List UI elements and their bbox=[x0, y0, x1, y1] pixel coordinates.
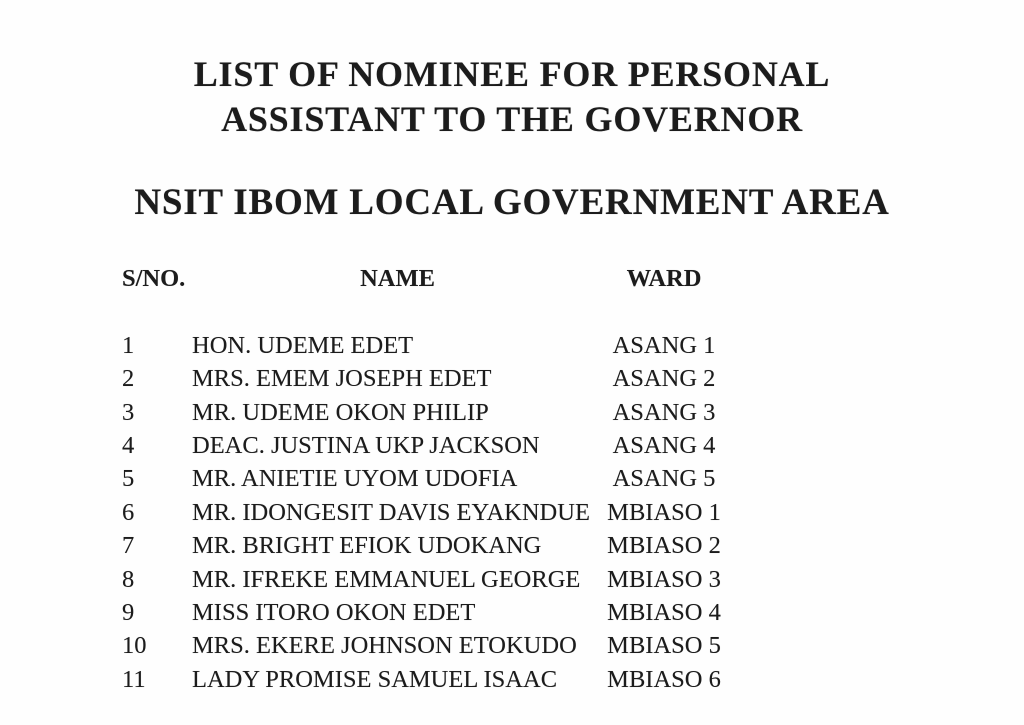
row-sno: 11 bbox=[122, 665, 146, 693]
row-sno: 1 bbox=[122, 331, 135, 359]
row-sno: 2 bbox=[122, 365, 135, 393]
row-ward: MBIASO 6 bbox=[607, 665, 721, 693]
row-ward: MBIASO 5 bbox=[607, 632, 721, 660]
row-ward bbox=[603, 295, 725, 328]
table-row bbox=[122, 429, 725, 462]
table-row bbox=[122, 462, 725, 495]
table-row bbox=[122, 663, 725, 696]
row-name: HON. UDEME EDET bbox=[192, 331, 414, 359]
row-name: MR. UDEME OKON PHILIP bbox=[192, 398, 489, 426]
row-ward: MBIASO 1 bbox=[607, 498, 721, 526]
row-sno: 7 bbox=[122, 532, 135, 560]
row-name: MR. IFREKE EMMANUEL GEORGE bbox=[192, 565, 581, 593]
row-name: MRS. EKERE JOHNSON ETOKUDO bbox=[192, 632, 577, 660]
row-sno bbox=[122, 295, 192, 328]
row-ward: MBIASO 2 bbox=[607, 532, 721, 560]
row-ward: ASANG 2 bbox=[612, 365, 716, 393]
row-name: LADY PROMISE SAMUEL ISAAC bbox=[192, 665, 558, 693]
document-title-line2: ASSISTANT TO THE GOVERNOR bbox=[221, 99, 803, 139]
header-ward: WARD bbox=[626, 265, 702, 292]
row-sno: 6 bbox=[122, 498, 135, 526]
table-header-row bbox=[122, 262, 725, 295]
row-sno: 9 bbox=[122, 598, 135, 626]
table-row bbox=[122, 295, 725, 328]
document-title bbox=[0, 52, 1024, 142]
row-sno: 4 bbox=[122, 431, 135, 459]
row-name: MR. ANIETIE UYOM UDOFIA bbox=[192, 465, 518, 493]
row-ward: ASANG 5 bbox=[612, 465, 716, 493]
row-ward: ASANG 3 bbox=[612, 398, 716, 426]
row-name: MISS ITORO OKON EDET bbox=[192, 598, 476, 626]
row-name: MR. BRIGHT EFIOK UDOKANG bbox=[192, 532, 542, 560]
row-ward: ASANG 1 bbox=[612, 331, 716, 359]
document-subtitle: NSIT IBOM LOCAL GOVERNMENT AREA bbox=[134, 182, 890, 223]
row-name: MRS. EMEM JOSEPH EDET bbox=[192, 365, 492, 393]
table-row bbox=[122, 563, 725, 596]
table-row bbox=[122, 496, 725, 529]
row-name: DEAC. JUSTINA UKP JACKSON bbox=[192, 431, 540, 459]
row-ward: MBIASO 3 bbox=[607, 565, 721, 593]
row-ward: MBIASO 4 bbox=[607, 598, 721, 626]
row-name: MR. IDONGESIT DAVIS EYAKNDUE bbox=[192, 498, 590, 526]
table-row bbox=[122, 629, 725, 662]
row-sno: 3 bbox=[122, 398, 135, 426]
nominee-table bbox=[122, 262, 725, 696]
table-row bbox=[122, 529, 725, 562]
document-title-line1: LIST OF NOMINEE FOR PERSONAL bbox=[193, 54, 831, 94]
table-row bbox=[122, 596, 725, 629]
table-row bbox=[122, 329, 725, 362]
table-row bbox=[122, 362, 725, 395]
row-ward: ASANG 4 bbox=[612, 431, 716, 459]
row-name bbox=[192, 295, 603, 328]
row-sno: 5 bbox=[122, 465, 135, 493]
row-sno: 8 bbox=[122, 565, 135, 593]
header-name: NAME bbox=[360, 265, 435, 292]
header-sno: S/NO. bbox=[122, 265, 186, 292]
table-row bbox=[122, 396, 725, 429]
row-sno: 10 bbox=[122, 632, 147, 660]
